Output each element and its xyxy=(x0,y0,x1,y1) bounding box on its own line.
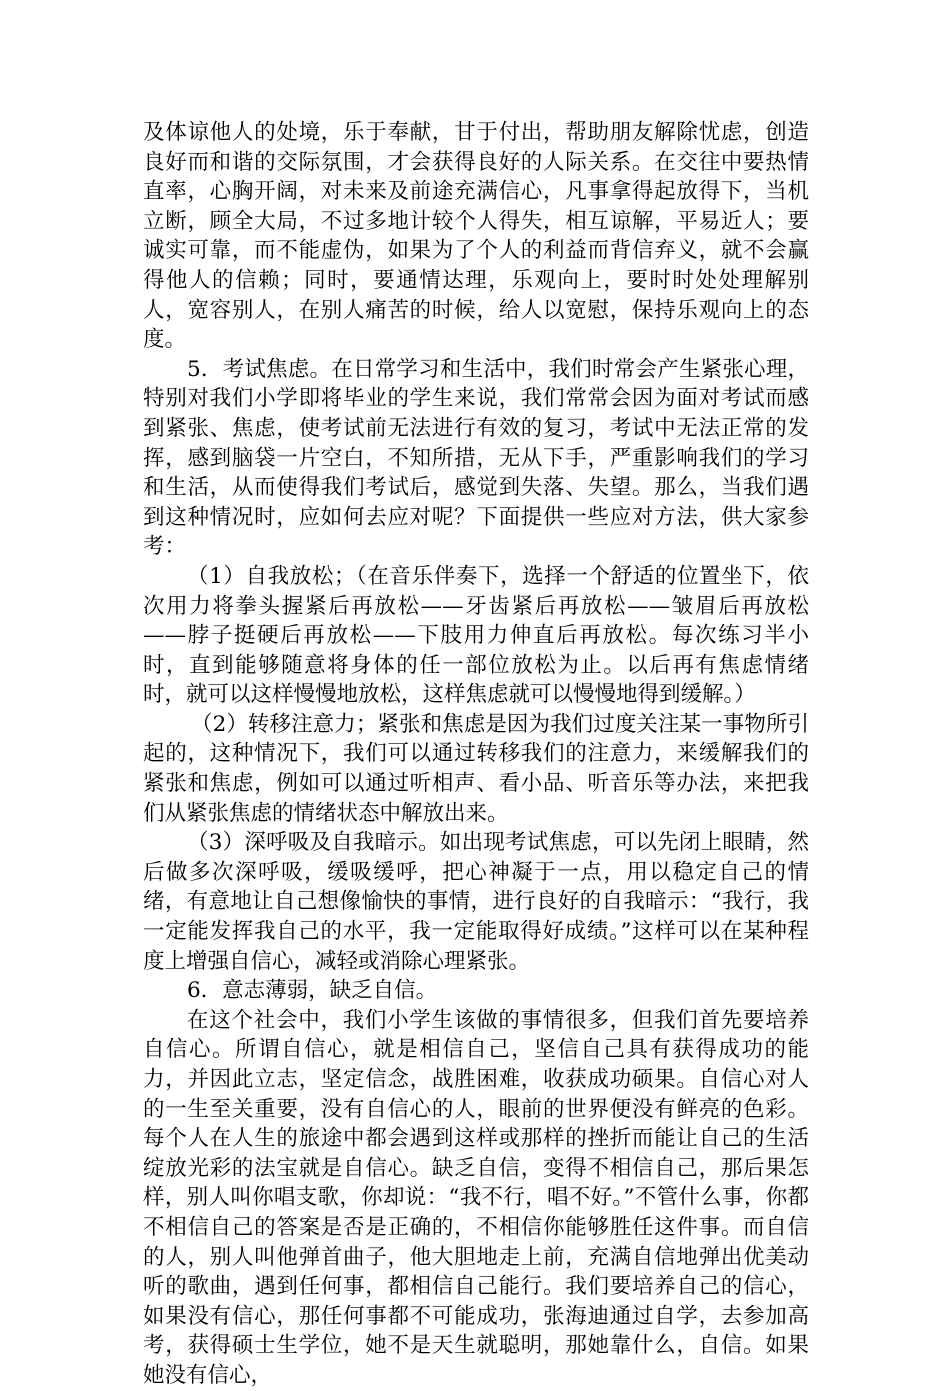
section-heading-willpower: 6．意志薄弱，缺乏自信。 xyxy=(187,978,438,1004)
paragraph-self-confidence: 在这个社会中，我们小学生该做的事情很多，但我们首先要培养自信心。所谓自信心，就是相信自己，坚信自己具有获得成功的能力，并因此立志，坚定信念，战胜困难，收获成功硕果。自信心对人的一生至关重要，没有自信心的人，眼前的世界便没有鲜亮的色彩。每个人在人生的旅途中都会遇到这样或那样的挫折而能让自己的生活绽放光彩的法宝就是自信心。缺乏自信，变得不相信自己，那后果怎样，别人叫你唱支歌，你却说：“我不行，唱不好。”不管什么事，你都不相信自己的答案是否是正确的，不相信你能够胜任这件事。而自信的人，别人叫他弹首曲子，他大胆地走上前，充满自信地弹出优美动听的歌曲，遇到任何事，都相信自己能行。我们要培养自己的信心，如果没有信心，那任何事都不可能成功，张海迪通过自学，去参加高考，获得硕士生学位，她不是天生就聪明，那她靠什么，自信。如果她没有信心， xyxy=(143,1007,809,1388)
paragraph-exam-anxiety: 5．考试焦虑。在日常学习和生活中，我们时常会产生紧张心理，特别对我们小学即将毕业的学生来说，我们常常会因为面对考试而感到紧张、焦虑，使考试前无法进行有效的复习，考试中无法正常的发挥，感到脑袋一片空白，不知所措，无从下手，严重影响我们的学习和生活，从而使得我们考试后，感觉到失落、失望。那么，当我们遇到这种情况时，应如何去应对呢？下面提供一些应对方法，供大家参考： xyxy=(143,356,809,560)
document-page xyxy=(143,118,809,1391)
paragraph-method-breathing: （3）深呼吸及自我暗示。如出现考试焦虑，可以先闭上眼睛，然后做多次深呼吸，缓吸缓呼，把心神凝于一点，用以稳定自己的情绪，有意地让自己想像愉快的事情，进行良好的自我暗示：“我行，我一定能发挥我自己的水平，我一定能取得好成绩。”这样可以在某种程度上增强自信心，减轻或消除心理紧张。 xyxy=(143,830,809,974)
paragraph-method-distraction: （2）转移注意力；紧张和焦虑是因为我们过度关注某一事物所引起的，这种情况下，我们可以通过转移我们的注意力，来缓解我们的紧张和焦虑，例如可以通过听相声、看小品、听音乐等办法，来把我们从紧张焦虑的情绪状态中解放出来。 xyxy=(143,711,809,826)
paragraph-interpersonal-continuation: 及体谅他人的处境，乐于奉献，甘于付出，帮助朋友解除忧虑，创造良好而和谐的交际氛围，才会获得良好的人际关系。在交往中要热情直率，心胸开阔，对未来及前途充满信心，凡事拿得起放得下，当机立断，顾全大局，不过多地计较个人得失，相互谅解，平易近人；要诚实可靠，而不能虚伪，如果为了个人的利益而背信弃义，就不会赢得他人的信赖；同时，要通情达理，乐观向上，要时时处处理解别人，宽容别人，在别人痛苦的时候，给人以宽慰，保持乐观向上的态度。 xyxy=(143,120,809,353)
paragraph-method-relaxation: （1）自我放松；（在音乐伴奏下，选择一个舒适的位置坐下，依次用力将拳头握紧后再放松——牙齿紧后再放松——皱眉后再放松——脖子挺硬后再放松——下肢用力伸直后再放松。每次练习半小时，直到能够随意将身体的任一部位放松为止。以后再有焦虑情绪时，就可以这样慢慢地放松，这样焦虑就可以慢慢地得到缓解。） xyxy=(143,563,809,708)
